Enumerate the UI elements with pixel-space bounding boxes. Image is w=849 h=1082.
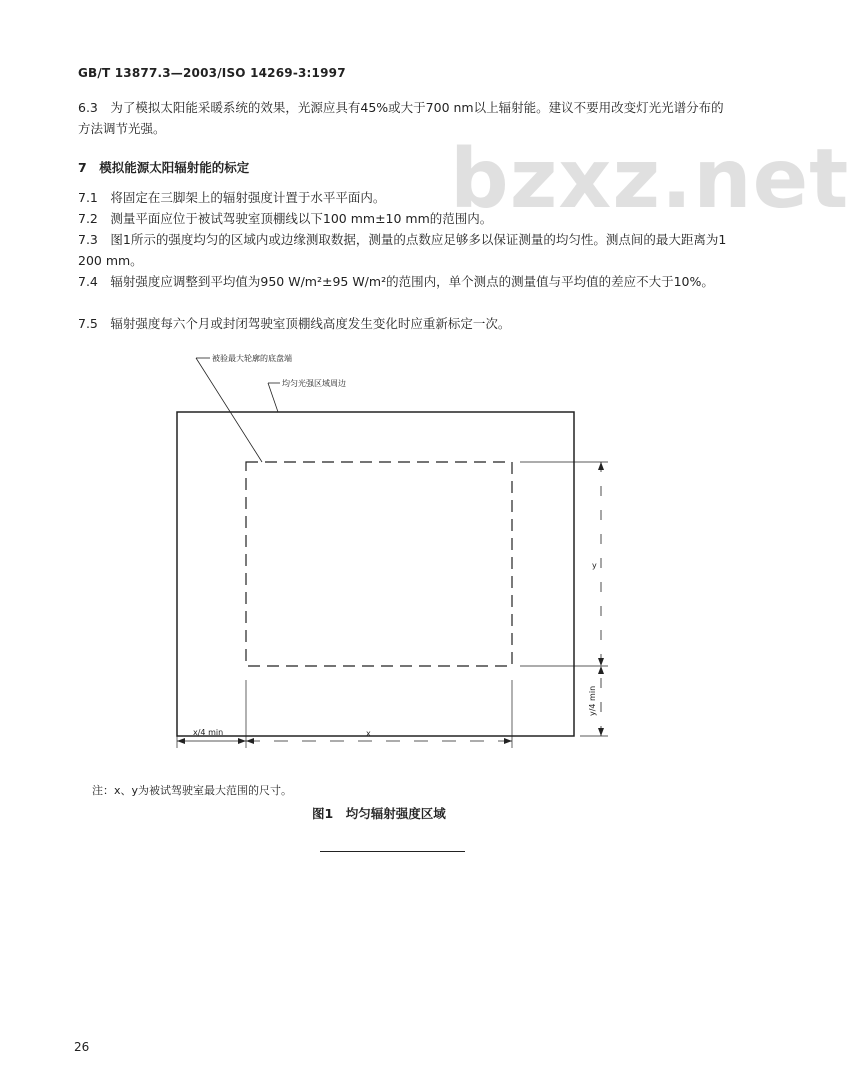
dim-y-arrow-mid-up — [598, 658, 604, 666]
end-rule — [320, 851, 465, 852]
callout-outer-leader — [196, 358, 262, 462]
dim-y-quarter-label: y/4 min — [588, 685, 597, 716]
figure-note: 注：x、y为被试驾驶室最大范围的尺寸。 — [92, 784, 293, 797]
dim-x-quarter-label: x/4 min — [193, 728, 224, 737]
callout-inner-leader — [268, 383, 278, 412]
dim-y-label: y — [592, 561, 597, 570]
page-number: 26 — [74, 1040, 90, 1054]
figure-caption: 图1 均匀辐射强度区域 — [312, 806, 446, 821]
dim-x-arrow-right — [504, 738, 512, 744]
section-7-title: 7 模拟能源太阳辐射能的标定 — [78, 160, 250, 175]
dim-x-arrow-inner-left — [238, 738, 246, 744]
paragraph-7-3: 7.3 图1所示的强度均匀的区域内或边缘测取数据，测量的点数应足够多以保证测量的均匀性。测点间的最大距离为1 200 mm。 — [78, 232, 727, 268]
outer-boundary — [177, 412, 574, 736]
dim-x-arrow-inner-left-2 — [246, 738, 254, 744]
dim-x-arrow-left — [177, 738, 185, 744]
callout-inner-label: 均匀光强区域周边 — [282, 379, 346, 388]
paragraph-6-3: 6.3 为了模拟太阳能采暖系统的效果，光源应具有45%或大于700 nm以上辐射能。建议不要用改变灯光光谱分布的方法调节光强。 — [78, 100, 724, 136]
watermark: bzxz.net — [450, 132, 849, 227]
paragraph-7-5: 7.5 辐射强度每六个月或封闭驾驶室顶棚线高度发生变化时应重新标定一次。 — [78, 316, 511, 331]
dim-y-arrow-mid-down — [598, 666, 604, 674]
dim-y-arrow-bottom — [598, 728, 604, 736]
dim-y-arrow-top — [598, 462, 604, 470]
paragraph-7-4: 7.4 辐射强度应调整到平均值为950 W/m²±95 W/m²的范围内，单个测点的测量值与平均值的差应不大于10%。 — [78, 274, 714, 289]
paragraph-7-2: 7.2 测量平面应位于被试驾驶室顶棚线以下100 mm±10 mm的范围内。 — [78, 211, 493, 226]
dim-x-label: x — [366, 729, 371, 738]
standard-code-header: GB/T 13877.3—2003/ISO 14269-3:1997 — [78, 66, 346, 80]
paragraph-7-1: 7.1 将固定在三脚架上的辐射强度计置于水平平面内。 — [78, 190, 386, 205]
callout-outer-label: 被验最大轮廓的底盘端 — [212, 354, 292, 363]
uniform-region-boundary — [246, 462, 512, 666]
